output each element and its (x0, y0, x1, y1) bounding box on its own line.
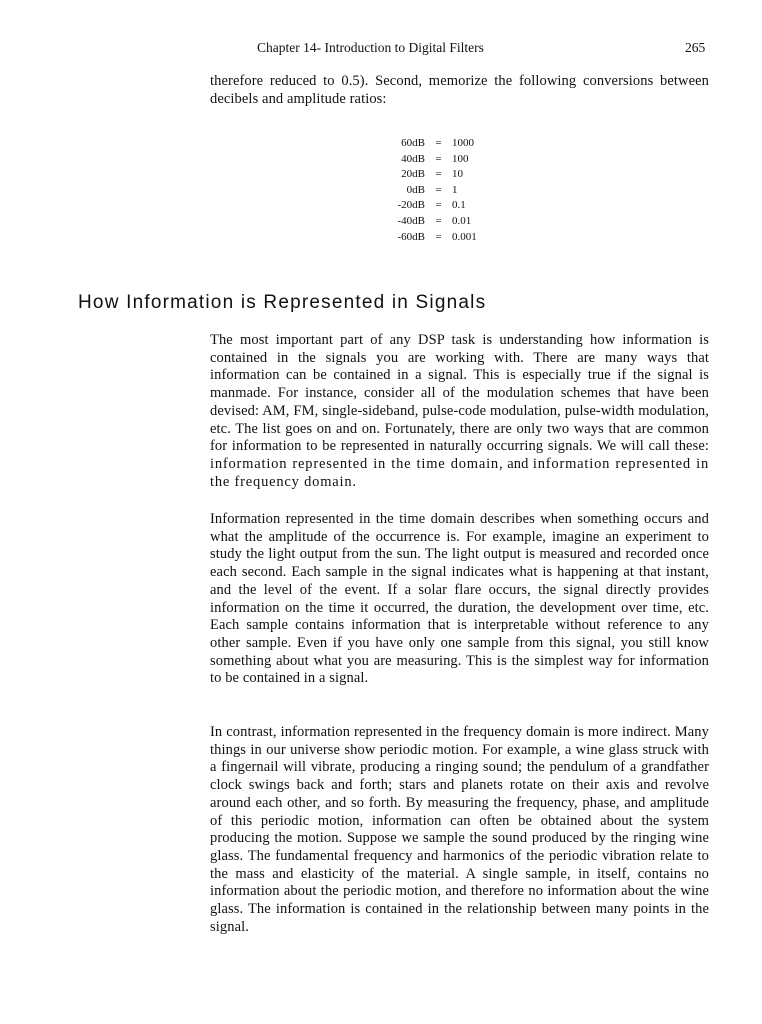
decibel-value: 20dB (401, 168, 425, 181)
body-paragraph: Information represented in the time domain describes when something occurs and what the amplitude of the occurrence is. For example, imagine an experiment to study the light output from the sun. The light output is measured and recorded once each second. Each sample in the signal indicates what is happening at that instant, and the level of the event. If a solar flare occurs, the signal directly provides information on the time it occurred, the duration, the development over time, etc. Each sample contains information that is interpretable without reference to any other sample. Even if you have only one sample from this signal, you still know something about what you are measuring. This is the simplest way for information to be contained in a signal. (210, 511, 709, 687)
conversion-row (360, 183, 477, 199)
emphasized-term: information represented in the frequency domain (210, 455, 710, 490)
conversion-row (360, 167, 477, 183)
chapter-title: Chapter 14- Introduction to Digital Filters (257, 40, 484, 55)
decibel-value: -40dB (397, 214, 425, 227)
conversion-row (360, 152, 477, 168)
equals-sign: = (435, 137, 442, 149)
equals-sign: = (435, 168, 442, 181)
decibel-conversion-table (360, 136, 477, 245)
body-paragraph: In contrast, information represented in the frequency domain is more indirect. Many things in our universe show periodic motion. For example, a wine glass struck with a fingernail will vibrate, producing a ringing sound; the pendulum of a grandfather clock swings back and forth; stars and planets rotate on their axis and revolve around each other, and so forth. By measuring the frequency, phase, and amplitude of this periodic motion, information can often be obtained about the system producing the motion. Suppose we sample the sound produced by the ringing wine glass. The fundamental frequency and harmonics of the periodic vibration relate to the mass and elasticity of the material. A single sample, in itself, contains no information about the periodic motion, and therefore no information about the wine glass. The information is contained in the relationship between many points in the signal. (210, 724, 709, 935)
body-paragraph (210, 332, 709, 491)
paragraph-text: . (352, 473, 357, 490)
conversion-row (360, 214, 477, 230)
amplitude-ratio: 1 (452, 183, 458, 196)
equals-sign: = (435, 183, 442, 196)
emphasized-term: information represented in the time domain (210, 455, 499, 472)
conversion-row (360, 230, 477, 246)
decibel-value: 0dB (406, 183, 425, 196)
equals-sign: = (435, 152, 442, 165)
page-number: 265 (685, 40, 706, 55)
decibel-value: -60dB (397, 230, 425, 243)
conversion-row (360, 136, 477, 152)
intro-paragraph: therefore reduced to 0.5). Second, memorize the following conversions between decibels and amplitude ratios: (210, 73, 709, 107)
conversion-row (360, 198, 477, 214)
amplitude-ratio: 10 (452, 168, 463, 181)
decibel-value: -20dB (397, 199, 425, 212)
decibel-value: 40dB (401, 152, 425, 165)
section-heading: How Information is Represented in Signals (78, 292, 487, 313)
amplitude-ratio: 0.1 (452, 199, 466, 212)
equals-sign: = (435, 199, 442, 212)
amplitude-ratio: 0.01 (452, 214, 472, 227)
running-header (0, 40, 762, 58)
amplitude-ratio: 0.001 (452, 230, 477, 243)
paragraph-text: The most important part of any DSP task is understanding how information is contained in the signals you are working with. There are many ways that information can be contained in a signal. This is especially true if the signal is manmade. For instance, consider all of the modulation schemes that have been devised: AM, FM, single-sideband, pulse-code modulation, pulse-width modulation, etc. The list goes on and on. Fortunately, there are only two ways that are common for information to be represented in naturally occurring signals. We will call these: (210, 332, 709, 455)
equals-sign: = (435, 214, 442, 227)
equals-sign: = (435, 230, 442, 243)
amplitude-ratio: 100 (452, 152, 469, 165)
amplitude-ratio: 1000 (452, 137, 474, 149)
decibel-value: 60dB (401, 137, 425, 149)
paragraph-text: , and (499, 455, 533, 472)
